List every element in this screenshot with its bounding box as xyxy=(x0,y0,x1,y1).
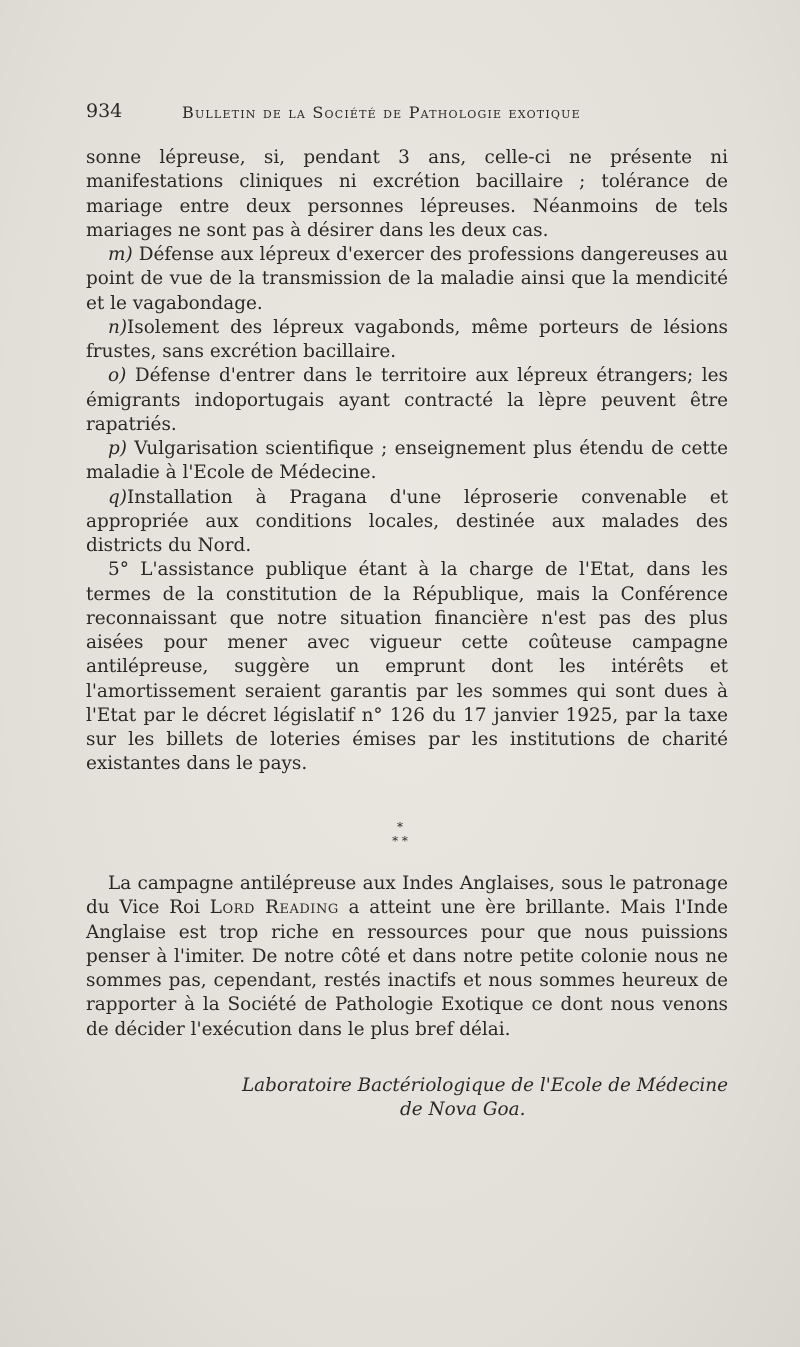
paragraph-item-q: q)Installation à Pragana d'une léproserie convenable et appropriée aux conditions locales, destinée aux malades des districts du Nord. xyxy=(86,486,728,556)
paragraph-item-o: o) Défense d'entrer dans le territoire aux lépreux étrangers; les émigrants indoportugais ayant contracté la lèpre peuvent être rapatriés. xyxy=(86,365,728,435)
item-label: q) xyxy=(108,486,127,508)
page-header xyxy=(86,100,731,130)
running-title: Bulletin de la Société de Pathologie exotique xyxy=(182,103,581,122)
person-name: Lord Reading xyxy=(209,897,339,919)
closing-paragraph: La campagne antilépreuse aux Indes Anglaises, sous le patronage du Vice Roi Lord Reading a atteint une ère brillante. Mais l'Inde Anglaise est trop riche en ressources pour que nous puissions penser à l'imiter. De notre côté et dans notre petite colonie nous ne sommes pas, cependant, restés inactifs et nous sommes heureux de rapporter à la Société de Pathologie Exotique ce dont nous venons de décider l'exécution dans le plus bref délai. xyxy=(86,873,728,1040)
item-label: p) xyxy=(108,438,127,459)
page-number: 934 xyxy=(86,100,123,122)
paragraph-item-n: n)Isolement des lépreux vagabonds, même porteurs de lésions frustes, sans excrétion bacillaire. xyxy=(86,316,728,362)
paragraph-point-5: 5° L'assistance publique étant à la charge de l'Etat, dans les termes de la constitution de la République, mais la Conférence reconnaissant que notre situation financière n'est pas des plus aisées pour mener avec vigueur cette coûteuse campagne antilépreuse, suggère un emprunt dont les intérêts et l'amortissement seraient garantis par les sommes qui sont dues à l'Etat par le décret législatif n° 126 du 17 janvier 1925, par la taxe sur les billets de loteries émises par les institutions de charité existantes dans le pays. xyxy=(86,559,728,775)
item-label: o) xyxy=(108,365,127,387)
paragraph-item-p: p) Vulgarisation scientifique ; enseignement plus étendu de cette maladie à l'Ecole de Médecine. xyxy=(86,438,728,484)
item-label: n) xyxy=(108,316,128,338)
signature-block xyxy=(86,1074,728,1122)
item-label: m) xyxy=(108,244,133,265)
paragraph-item-m: m) Défense aux lépreux d'exercer des professions dangereuses au point de vue de la transmission de la maladie ainsi que la mendicité et le vagabondage. xyxy=(86,244,728,314)
separator-stars-bottom: * * xyxy=(392,834,408,848)
section-separator xyxy=(0,820,800,848)
paragraph-continuation: sonne lépreuse, si, pendant 3 ans, celle-ci ne présente ni manifestations cliniques ni excrétion bacillaire ; tolérance de mariage entre deux personnes lépreuses. Néanmoins de tels mariages ne sont pas à désirer dans les deux cas. xyxy=(86,147,728,241)
signature-line-1: Laboratoire Bactériologique de l'Ecole de Médecine xyxy=(241,1075,728,1096)
separator-star-top: * xyxy=(397,820,403,834)
body-text xyxy=(86,146,728,777)
signature-line-2: de Nova Goa. xyxy=(400,1099,526,1120)
